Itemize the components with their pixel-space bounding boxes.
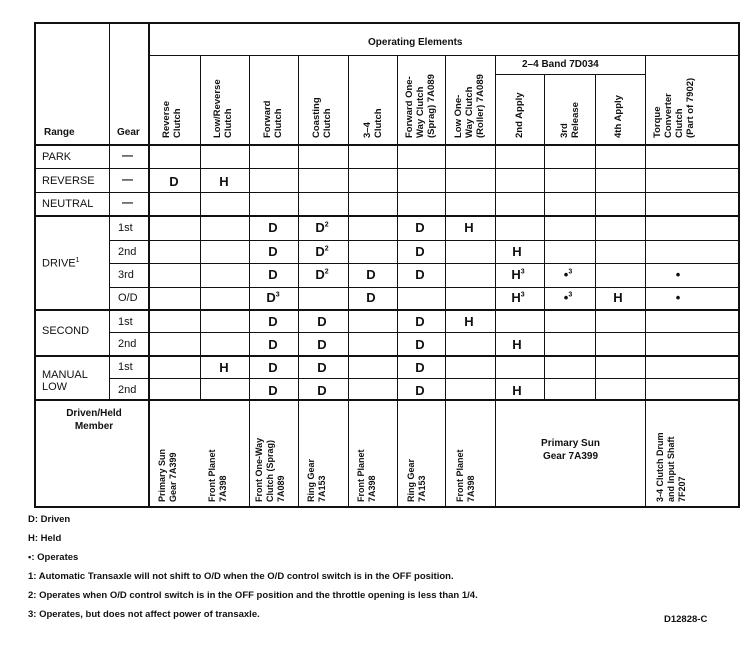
cell-h: H xyxy=(219,360,229,375)
col-low-reverse-clutch: Low/Reverse Clutch xyxy=(212,79,234,138)
gear-low-2nd: 2nd xyxy=(118,384,137,396)
cell-h: H xyxy=(512,337,522,352)
cell-d: D xyxy=(415,383,425,398)
gear-drive-2nd: 2nd xyxy=(118,246,137,258)
clutch-application-table xyxy=(34,22,740,508)
cell-h: H xyxy=(613,290,623,305)
range-park: PARK xyxy=(42,151,72,163)
col-3rd-release: 3rd Release xyxy=(559,102,581,138)
range-drive: DRIVE$^1$ xyxy=(42,257,80,270)
cell-d: D xyxy=(415,360,425,375)
col-coasting-clutch: Coasting Clutch xyxy=(311,97,333,138)
cell-d: D xyxy=(415,267,425,282)
gear-drive-3rd: 3rd xyxy=(118,269,134,281)
col-low-one-way-clutch: Low One- Way Clutch (Roller) 7A089 xyxy=(453,74,486,138)
cell-d: D xyxy=(268,267,278,282)
cell-h: H xyxy=(464,314,474,329)
cell-h-sup: $H^3$ xyxy=(511,290,525,305)
col-3-4-clutch: 3–4 Clutch xyxy=(362,108,384,138)
grid-line xyxy=(109,287,739,288)
gear-drive-od: O/D xyxy=(118,292,138,304)
cell-h-sup: $H^3$ xyxy=(511,267,525,282)
figure-id: D12828-C xyxy=(664,614,708,625)
cell-h: H xyxy=(219,174,229,189)
col-torque-converter-clutch: Torque Converter Clutch (Part of 7902) xyxy=(652,77,696,138)
range-neutral: NEUTRAL xyxy=(42,198,94,210)
col-2nd-apply: 2nd Apply xyxy=(514,92,525,138)
cell-d: D xyxy=(415,337,425,352)
legend-operates: •: Operates xyxy=(28,552,79,563)
footnote-1: 1: Automatic Transaxle will not shift to O/D when the O/D control switch is in the OFF position. xyxy=(28,571,454,582)
member-ring-gear: Ring Gear 7A153 xyxy=(306,458,327,502)
cell-d: D xyxy=(317,360,327,375)
grid-line xyxy=(348,56,349,507)
cell-d-sup: $D^3$ xyxy=(266,290,280,305)
legend-held: H: Held xyxy=(28,533,62,544)
cell-d: D xyxy=(366,290,376,305)
range-header: Range xyxy=(44,127,75,138)
cell-d: D xyxy=(268,220,278,235)
col-4th-apply: 4th Apply xyxy=(613,95,624,138)
cell-h: H xyxy=(512,383,522,398)
member-front-planet: Front Planet 7A398 xyxy=(455,449,476,502)
grid-line xyxy=(200,56,201,400)
cell-d: D xyxy=(415,220,425,235)
grid-line xyxy=(149,55,739,56)
cell-d: D xyxy=(268,314,278,329)
cell-d-sup: $D^2$ xyxy=(315,220,329,235)
member-ring-gear: Ring Gear 7A153 xyxy=(406,458,427,502)
gear-low-1st: 1st xyxy=(118,361,133,373)
grid-line xyxy=(595,75,596,400)
grid-line xyxy=(544,75,545,400)
member-front-planet: Front Planet 7A398 xyxy=(207,449,228,502)
gear-park: — xyxy=(122,150,133,162)
cell-d: D xyxy=(268,244,278,259)
range-manual-low: MANUAL LOW xyxy=(42,369,88,393)
cell-op-sup: •$^3$ xyxy=(563,290,573,305)
gear-second-2nd: 2nd xyxy=(118,338,137,350)
grid-line xyxy=(397,56,398,507)
grid-line xyxy=(109,263,739,264)
grid-line xyxy=(35,399,739,401)
cell-d: D xyxy=(169,174,179,189)
cell-d-sup: $D^2$ xyxy=(315,267,329,282)
cell-op: • xyxy=(675,267,681,282)
col-forward-one-way-clutch: Forward One- Way Clutch (Sprag) 7A089 xyxy=(404,74,437,138)
cell-d: D xyxy=(268,337,278,352)
col-reverse-clutch: Reverse Clutch xyxy=(161,101,183,138)
footnote-2: 2: Operates when O/D control switch is in the OFF position and the throttle opening is less than 1/4. xyxy=(28,590,478,601)
grid-line xyxy=(645,56,646,507)
grid-line xyxy=(109,23,110,400)
legend-driven: D: Driven xyxy=(28,514,71,525)
gear-header: Gear xyxy=(117,127,140,138)
cell-h: H xyxy=(512,244,522,259)
cell-op-sup: •$^3$ xyxy=(563,267,573,282)
grid-line xyxy=(35,144,739,146)
cell-d: D xyxy=(415,244,425,259)
grid-line xyxy=(249,56,250,507)
driven-held-label: Driven/Held Member xyxy=(66,408,122,432)
member-primary-sun-gear: Primary Sun Gear 7A399 xyxy=(157,448,178,502)
gear-reverse: — xyxy=(122,174,133,186)
grid-line xyxy=(35,215,739,217)
gear-neutral: — xyxy=(122,197,133,209)
grid-line xyxy=(109,240,739,241)
cell-d-sup: $D^2$ xyxy=(315,244,329,259)
grid-line xyxy=(109,332,739,333)
cell-d: D xyxy=(317,337,327,352)
cell-d: D xyxy=(317,383,327,398)
member-front-planet: Front Planet 7A398 xyxy=(356,449,377,502)
member-front-one-way-clutch: Front One-Way Clutch (Sprag) 7A089 xyxy=(254,437,286,502)
col-forward-clutch: Forward Clutch xyxy=(262,100,284,138)
band-group-header: 2–4 Band 7D034 xyxy=(522,59,599,70)
grid-line xyxy=(445,56,446,507)
operating-elements-header: Operating Elements xyxy=(368,37,463,48)
grid-line xyxy=(35,355,739,357)
cell-d: D xyxy=(366,267,376,282)
cell-d: D xyxy=(268,383,278,398)
cell-op: • xyxy=(675,290,681,305)
member-3-4-clutch-drum: 3-4 Clutch Drum and Input Shaft 7F207 xyxy=(655,432,687,502)
grid-line xyxy=(495,74,645,75)
cell-d: D xyxy=(317,314,327,329)
grid-line xyxy=(109,378,739,379)
cell-d: D xyxy=(268,360,278,375)
range-second: SECOND xyxy=(42,325,90,337)
range-reverse: REVERSE xyxy=(42,175,95,187)
gear-second-1st: 1st xyxy=(118,316,133,328)
grid-line xyxy=(298,56,299,507)
cell-d: D xyxy=(415,314,425,329)
grid-line xyxy=(35,309,739,311)
grid-line xyxy=(35,192,739,193)
footnote-3: 3: Operates, but does not affect power of transaxle. xyxy=(28,609,260,620)
grid-line xyxy=(148,23,150,507)
cell-h: H xyxy=(464,220,474,235)
grid-line xyxy=(35,168,739,169)
member-band-primary-sun-gear: Primary Sun Gear 7A399 xyxy=(541,438,600,462)
gear-drive-1st: 1st xyxy=(118,222,133,234)
